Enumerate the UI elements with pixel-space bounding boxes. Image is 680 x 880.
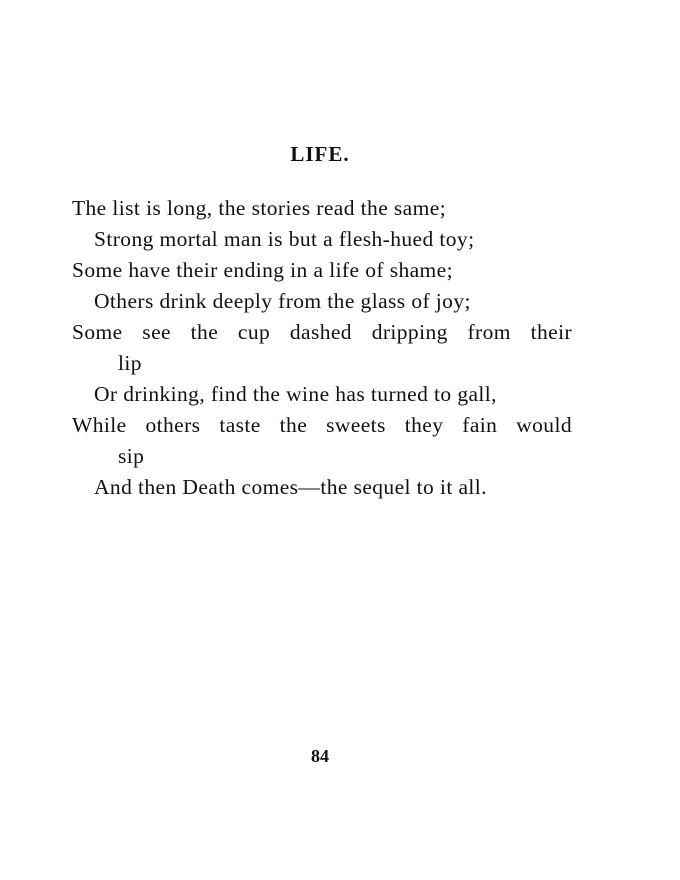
poem-line-8: And then Death comes—the sequel to it all. (94, 475, 487, 499)
poem-line-5-continued: lip (118, 351, 142, 375)
poem-body (72, 193, 572, 503)
poem-line-1: The list is long, the stories read the same; (72, 196, 447, 220)
poem-line-5: Some see the cup dashed dripping from their (72, 320, 572, 344)
poem-line-3: Some have their ending in a life of shame; (72, 258, 453, 282)
poem-line-6: Or drinking, find the wine has turned to gall, (94, 382, 497, 406)
page-number: 84 (311, 746, 329, 766)
poem-line-7-continued: sip (118, 444, 145, 468)
poem-line-2: Strong mortal man is but a flesh-hued toy; (94, 227, 475, 251)
poem-line-7: While others taste the sweets they fain would (72, 413, 572, 437)
poem-title: LIFE. (290, 142, 350, 166)
poem-line-4: Others drink deeply from the glass of joy; (94, 289, 471, 313)
